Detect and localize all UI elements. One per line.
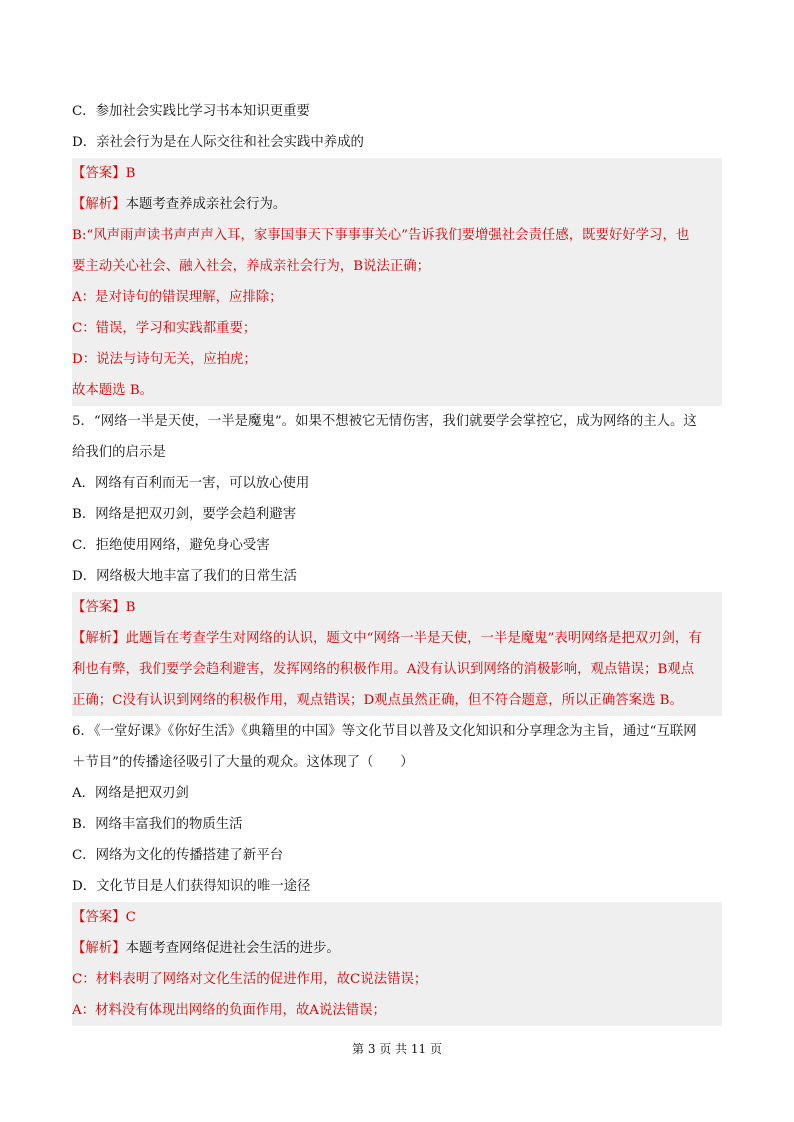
q5-stem-line: 给我们的启示是: [72, 445, 166, 460]
analysis-intro-text: 本题考查网络促进社会生活的进步。: [125, 941, 340, 956]
q4-analysis-line: B:“风声雨声读书声声声入耳，家事国事天下事事事关心”告诉我们要增强社会责任感，既要好好学习，也: [72, 228, 690, 243]
q6-analysis-intro: [72, 933, 722, 964]
analysis-intro-text: 本题考查养成亲社会行为。: [125, 197, 287, 212]
q5-analysis-line: 利也有弊，我们要学会趋利避害，发挥网络的积极作用。A没有认识到网络的消极影响，观点错误；B观点: [72, 662, 695, 677]
q4-analysis-conclusion: 故本题选 B。: [72, 383, 154, 398]
page-footer: 第 3 页 共 11 页: [352, 1042, 442, 1056]
q4-analysis-line: 要主动关心社会、融入社会，养成亲社会行为，B说法正确；: [72, 259, 430, 274]
q5-answer: [72, 592, 722, 623]
q5-analysis-first: [72, 623, 722, 654]
q4-option-c: C．参加社会实践比学习书本知识更重要: [72, 104, 310, 119]
q5-stem-line: 5．“网络一半是天使，一半是魔鬼”。如果不想被它无情伤害，我们就要学会掌控它，成为网络的主人。这: [72, 414, 697, 429]
q5-answer-block: [72, 592, 722, 716]
analysis-tag: 【解析】: [72, 941, 126, 956]
answer-tag: 【答案】: [72, 600, 126, 615]
answer-value: B: [125, 166, 136, 181]
q4-analysis-intro: [72, 189, 722, 220]
document-body: [72, 96, 722, 1026]
q6-option-c: C．网络为文化的传播搭建了新平台: [72, 848, 284, 863]
q4-answer-block: [72, 158, 722, 406]
analysis-tag: 【解析】: [72, 197, 126, 212]
analysis-first-text: 此题旨在考查学生对网络的认识，题文中“网络一半是天使，一半是魔鬼”表明网络是把双刃剑，有: [125, 631, 702, 646]
q6-option-b: B．网络丰富我们的物质生活: [72, 817, 243, 832]
q5-option-b: B．网络是把双刃剑，要学会趋利避害: [72, 507, 297, 522]
q4-answer: [72, 158, 722, 189]
q4-analysis-line: A：是对诗句的错误理解，应排除；: [72, 290, 283, 305]
q6-answer: [72, 902, 722, 933]
q6-analysis-line: A：材料没有体现出网络的负面作用，故A说法错误；: [72, 1003, 386, 1018]
q6-stem-line: 6．《一堂好课》《你好生活》《典籍里的中国》等文化节目以普及文化知识和分享理念为主旨，通过“互联网: [72, 724, 697, 739]
q5-option-a: A．网络有百利而无一害，可以放心使用: [72, 476, 310, 491]
q6-option-a: A．网络是把双刃剑: [72, 786, 189, 801]
q5-analysis-line: 正确；C没有认识到网络的积极作用，观点错误；D观点虽然正确，但不符合题意，所以正确答案选 B。: [72, 693, 683, 708]
q4-analysis-line: D：说法与诗句无关，应拍虎；: [72, 352, 257, 367]
q4-option-d: D．亲社会行为是在人际交往和社会实践中养成的: [72, 135, 364, 150]
q4-analysis-line: C：错误，学习和实践都重要；: [72, 321, 257, 336]
q5-option-d: D．网络极大地丰富了我们的日常生活: [72, 569, 297, 584]
q6-stem-line: ＋节目”的传播途径吸引了大量的观众。这体现了（ ）: [72, 755, 414, 770]
answer-value: B: [125, 600, 136, 615]
q6-answer-block: [72, 902, 722, 1026]
answer-tag: 【答案】: [72, 166, 126, 181]
analysis-tag: 【解析】: [72, 631, 126, 646]
answer-value: C: [125, 910, 136, 925]
q6-option-d: D．文化节目是人们获得知识的唯一途径: [72, 879, 311, 894]
answer-tag: 【答案】: [72, 910, 126, 925]
q6-analysis-line: C：材料表明了网络对文化生活的促进作用，故C说法错误；: [72, 972, 428, 987]
q5-option-c: C．拒绝使用网络，避免身心受害: [72, 538, 270, 553]
